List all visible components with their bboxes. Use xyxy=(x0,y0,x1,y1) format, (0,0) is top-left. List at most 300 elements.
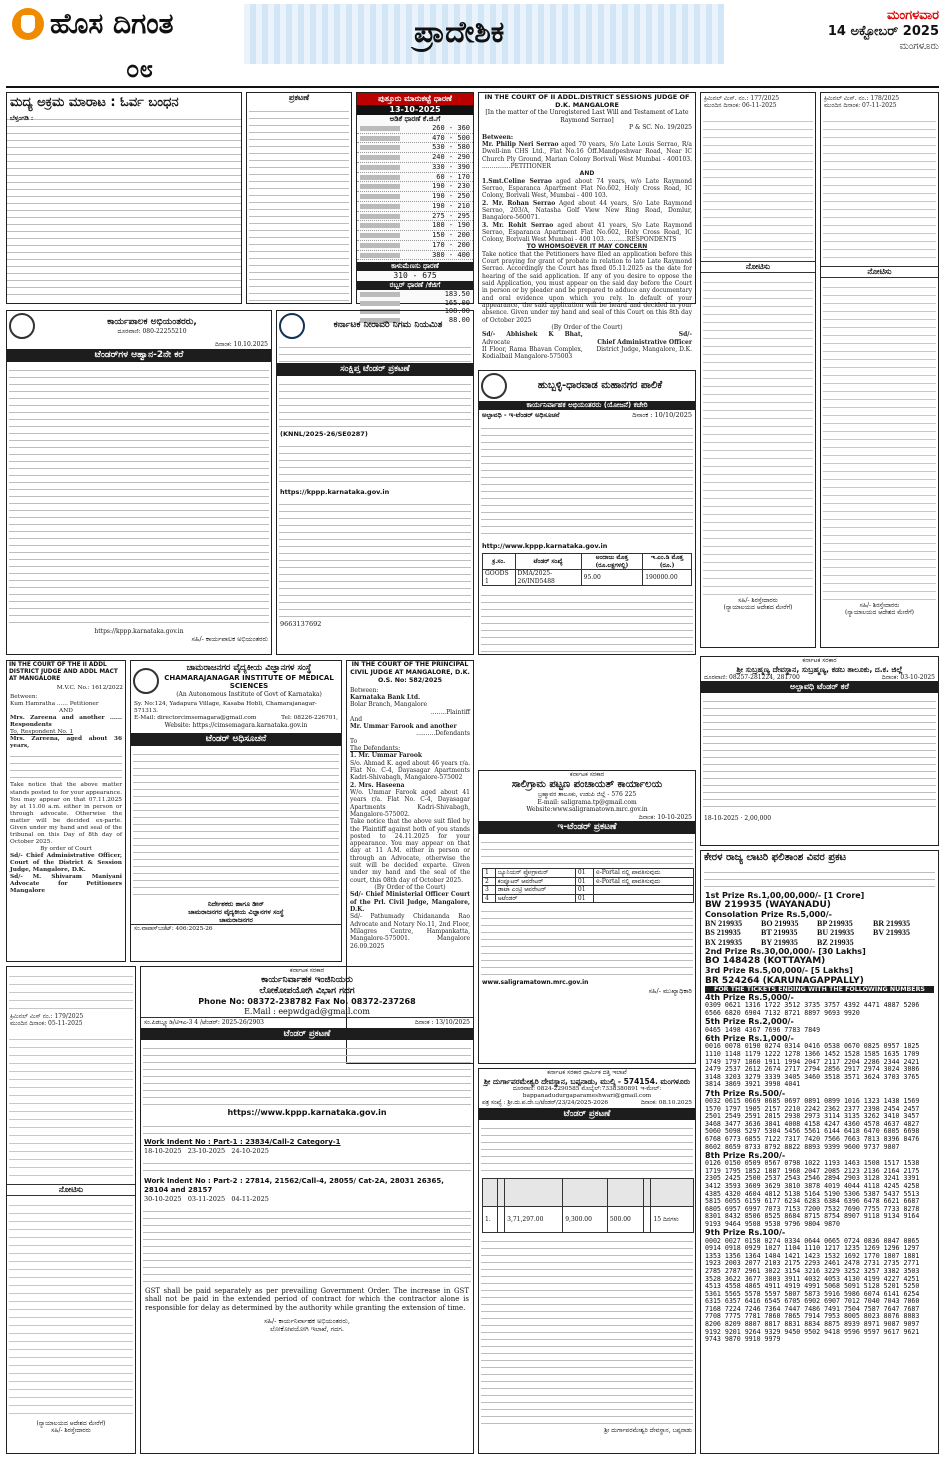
prize-9-numbers: 0002 0027 0158 0274 0334 0644 0665 0724 0836 0847 0865 0914 0918 0929 1027 1104 1110 1217 1235 1269 1296 1297 1353 1356 1364 1404 1421 1423 1532 1692 1770 1807 1881 1923 2003 2077 2103 2175 2293 2461 2478 2731 2735 2771 2785 2787 2961 3022 3154 3216 3229 3252 3257 3382 3503 3528 3622 3677 3803 3911 4032 4053 4130 4199 4227 4251 4513 4558 4865 4911 4919 4991 5068 5091 5128 5201 5250 5361 5565 5578 5597 5807 5873 5916 5986 6074 6141 6254 6315 6357 6416 6545 6705 6902 6907 7012 7040 7043 7060 7168 7224 7246 7364 7447 7486 7491 7504 7587 7647 7687 7708 7775 7781 7860 7865 7914 7953 8005 8023 8076 8083 8206 8209 8807 8817 8831 8834 8875 8939 8971 9087 9097 9192 9201 9264 9329 9450 9502 9418 9596 9597 9617 9621 9743 9870 9910 9979 xyxy=(705,1236,920,1344)
second-prize-number: BO 148428 (KOTTAYAM) xyxy=(705,955,826,966)
cims-address: Sy. No:124, Yadapura Village, Kasaba Hobli, Chamarajanagar-571313. xyxy=(134,700,317,714)
respondents-label: ..........RESPONDENTS xyxy=(607,236,677,244)
prize-9-label: 9th Prize Rs.100/- xyxy=(705,1228,786,1238)
rates-list xyxy=(357,124,473,261)
pwd-work-2-dates xyxy=(141,1195,473,1203)
pwd-url[interactable]: https://www.kppp.karnataka.gov.in xyxy=(227,1108,387,1118)
temple1-subtitle: ಅಲ್ಪಾವಧಿ ಟೆಂಡರ್ ಕರೆ xyxy=(701,681,938,693)
cell-q: 01 xyxy=(575,894,593,903)
rate-row xyxy=(357,182,473,192)
pwd-w1-date-1: 18-10-2025 xyxy=(144,1146,182,1155)
rubber-title: ರಬ್ಬರ್ ಧಾರಣೆ /ಕೆಜಿಗೆ xyxy=(357,281,473,290)
notice-body xyxy=(249,105,349,301)
rate-row xyxy=(357,163,473,173)
bl-case-number: ಕ್ರಿಮಿನಲ್ ಮಿಸ್ ನಂ.: 179/2025 xyxy=(10,1013,84,1020)
market-rates xyxy=(356,92,474,324)
first-prize-label: 1st Prize Rs.1,00,00,000/- [1 Crore] xyxy=(705,890,865,900)
pwd-body-3 xyxy=(143,1157,471,1175)
cims-contacts xyxy=(131,715,341,722)
th-emd: ಇ.ಎಂ.ಡಿ ಮೊತ್ತ (ರೂ.) xyxy=(643,554,692,570)
temple2-body-2 xyxy=(481,1235,693,1425)
t2-sl: 1. xyxy=(483,1207,498,1233)
cell-sl: 1 xyxy=(485,577,489,585)
knnl-contact xyxy=(277,620,473,628)
mact-notice-body: Take notice that the above matter stands posted to for your appearance. You may appear on that 07.11.2025 by at 11.00 a.m. either in person or through advocate. Otherwise the matter will be decided ex-parte. xyxy=(10,782,122,824)
rubber-label xyxy=(360,292,400,297)
temple1-contact-row xyxy=(701,674,938,682)
civil-plaintiff: Karnataka Bank Ltd. xyxy=(350,693,421,701)
rate-value: 60 - 170 xyxy=(436,172,470,181)
temple1-figures: 18-10-2025 · 2,00,000 xyxy=(704,815,772,823)
news-body xyxy=(7,113,241,295)
th-tender-no: ಟೆಂಡರ್ ಸಂಖ್ಯೆ xyxy=(515,554,581,570)
temple2-govt: ಕರ್ನಾಟಕ ಸರಕಾರ ಧಾರ್ಮಿಕ ದತ್ತಿ ಇಲಾಖೆ xyxy=(547,1069,627,1076)
cims-body xyxy=(133,748,339,898)
cims-en-sub: (An Autonomous Institute of Govt of Karnataka) xyxy=(176,691,322,699)
saligrama-sub: ಬ್ರಹ್ಮಾವರ ತಾಲೂಕು, ಉಡುಪಿ ಜಿಲ್ಲೆ - 576 225 xyxy=(537,791,637,798)
rate-label xyxy=(360,233,400,238)
knnl-address xyxy=(279,341,471,363)
saligrama-subtitle: ಇ-ಟೆಂಡರ್ ಪ್ರಕಟಣೆ xyxy=(479,821,695,834)
officer-court: District Judge, Mangalore, D.K. xyxy=(596,345,692,353)
consolation-number: BN 219935 xyxy=(705,919,743,929)
mact-body xyxy=(7,692,125,898)
pwd-footer-2: ಲೋಕೋಪಯೋಗಿ ಇಲಾಖೆ, ಗದಗ. xyxy=(270,1325,344,1333)
consolation-number: BZ 219935 xyxy=(817,937,854,947)
rubber-row xyxy=(357,299,473,308)
td-type xyxy=(483,570,516,586)
rates-subtitle: ಅಡಿಕೆ ಧಾರಣೆ ಕೆ.ಜಿ.ಗೆ xyxy=(389,115,441,123)
pwd-ref: ಸಂ.ಪಿಡಬ್ಲ್ಯೂಡಿ/ಟಿಇಎ-3 4 /ಟೆಂಡರ್: 2025-26/2903 xyxy=(144,1019,264,1026)
tender-subtitle: ಟೆಂಡರ್‌ಗಳ ಆಹ್ವಾನ-2ನೇ ಕರೆ xyxy=(7,349,271,362)
th-c3 xyxy=(505,1179,563,1207)
mact-respondent-1: Mrs. Zareena, aged about 36 years, xyxy=(10,736,122,750)
cims-footer-3: ಚಾಮರಾಜನಗರ xyxy=(219,916,253,925)
civil-the-defendants: The Defendants: xyxy=(350,745,401,753)
pwd-work-1-dates xyxy=(141,1147,473,1155)
rate-value: 190 - 230 xyxy=(432,182,470,191)
temple1-date: ದಿನಾಂಕ: 03-10-2025 xyxy=(881,673,935,681)
tender-notice-cims xyxy=(130,660,342,962)
th-estimate: ಅಂದಾಜು ಮೊತ್ತ (ರೂ.ಲಕ್ಷಗಳಲ್ಲಿ) xyxy=(581,554,643,570)
rubber-row xyxy=(357,290,473,299)
cell-name: ಕಂಪ್ಯೂಟರ್ ಆಪರೇಟರ್ xyxy=(495,877,575,886)
respondent-2: 2. Mr. Rohan Serrao xyxy=(482,199,556,207)
mact-order: By order of Court xyxy=(40,846,92,852)
notice-case-number: ಕ್ರಿಮಿನಲ್ ಮಿಸ್. ನಂ.: 177/2025 xyxy=(704,95,780,102)
consolation-number: BV 219935 xyxy=(873,928,910,938)
th-c1 xyxy=(483,1179,498,1207)
cell-mode xyxy=(594,886,694,895)
bl-case xyxy=(7,1011,135,1030)
prize-6-numbers: 0016 0078 0190 0274 0314 0416 0538 0670 0825 0957 1025 1110 1148 1179 1222 1278 1366 1452 1528 1585 1635 1709 1749 1797 1860 1911 1994 2047 2117 2204 2286 2344 2421 2479 2537 2612 2674 2717 2794 2856 2917 2974 3024 3086 3148 3203 3279 3339 3405 3460 3518 3571 3624 3703 3765 3814 3869 3921 3990 4041 xyxy=(705,1042,920,1089)
pwd-title: ಕಾರ್ಯನಿರ್ವಾಹಕ ಇಂಜಿನಿಯರು xyxy=(261,974,353,985)
temple2-ref-row xyxy=(479,1100,695,1107)
knnl-body-2 xyxy=(279,440,471,486)
mact-between: Between: xyxy=(10,693,38,700)
cims-footer-2: ಚಾಮರಾಜನಗರ ವೈದ್ಯಕೀಯ ವಿಜ್ಞಾನಗಳ ಸಂಸ್ಥೆ xyxy=(188,908,284,917)
table-row xyxy=(483,886,694,895)
pwd-phone: Phone No: 08372-238782 Fax No. 08372-237268 xyxy=(198,997,416,1006)
civil-defendant-2: 2. Mrs. Haseena xyxy=(350,781,405,789)
lottery-title: ಕೇರಳ ರಾಜ್ಯ ಲಾಟರಿ ಫಲಿತಾಂಶ ವಿವರ ಪ್ರಕಟ xyxy=(704,852,847,863)
court-signatures xyxy=(482,331,692,360)
mact-and: AND xyxy=(59,708,73,715)
officer-title: Chief Administrative Officer xyxy=(597,338,692,346)
pepper-title: ಕಾಳುಮೆಣಸು ಧಾರಣೆ xyxy=(357,262,473,271)
bl-body xyxy=(9,1198,133,1418)
rate-label xyxy=(360,243,400,248)
notice-order-2: (ನ್ಯಾಯಾಲಯದ ಆದೇಶದ ಮೇರೆಗೆ) xyxy=(844,609,915,617)
notice-signature: ಸಹಿ/- ಶಿರಸ್ತೇದಾರರು xyxy=(738,596,778,604)
court-notice-right-2 xyxy=(820,92,939,648)
rate-row xyxy=(357,231,473,241)
rubber-label xyxy=(360,301,400,306)
knnl-body-1 xyxy=(279,378,471,428)
given-line: Given under my hand and seal of this Court on this 8th day of October 2025 xyxy=(482,309,692,324)
civil-defendant-1-address: S/o. Ahmad K. aged about 46 years r/a. Flat No. C-4, Dayasagar Apartments Kadri-Shivabagh, Mangalore-575002 xyxy=(350,759,470,782)
rate-label xyxy=(360,175,400,180)
cims-logo-icon xyxy=(133,668,159,694)
th-c5 xyxy=(607,1179,644,1207)
saligrama-govt: ಕರ್ನಾಟಕ ಸರಕಾರ xyxy=(569,771,605,778)
mact-petitioner: Kum Hamratha xyxy=(10,701,56,707)
mact-court: IN THE COURT OF THE II ADDL DISTRICT JUDGE AND ADDL MACT AT MANGALORE xyxy=(9,662,118,683)
temple2-email[interactable]: ಇ-ಮೇಲ್: bappanadudurgaparameshwari@gmail.com xyxy=(522,1085,662,1100)
consolation-numbers xyxy=(705,919,934,947)
t2-estimate: 3,71,297.00 xyxy=(505,1207,563,1233)
notice-label-2: ನೋಟಿಸು xyxy=(821,266,938,278)
temple1-govt: ಕರ್ನಾಟಕ ಸರಕಾರ xyxy=(802,657,837,664)
civil-court: IN THE COURT OF THE PRINCIPAL CIVIL JUDGE AT MANGALORE, D.K. xyxy=(350,661,470,676)
hubli-date: ದಿನಾಂಕ : 10/10/2025 xyxy=(632,410,692,419)
pwd-work-2: Work Indent No : Part-2 : 27814, 21562/Call-4, 28055/ Cat-2A, 28031 26365, 28104 and 28157 xyxy=(144,1177,444,1194)
prize-8-label: 8th Prize Rs.200/- xyxy=(705,1151,786,1161)
rate-value: 275 - 295 xyxy=(432,211,470,220)
newspaper-logo-icon xyxy=(12,8,44,40)
rate-row xyxy=(357,143,473,153)
civil-to: To xyxy=(350,737,358,745)
respondent-3: 3. Mr. Rohit Serrao xyxy=(482,221,554,229)
rates-date: 13-10-2025 xyxy=(357,105,473,115)
mact-given: Given under my hand and seal of the tribunal on this Day of 8th day of October 2025. xyxy=(10,824,122,845)
masthead xyxy=(6,4,236,86)
news-article xyxy=(6,92,242,304)
knnl-url[interactable]: https://kppp.karnataka.gov.in xyxy=(280,487,390,496)
second-prize-label: 2nd Prize Rs.30,00,000/- [30 Lakhs] xyxy=(705,946,866,956)
mact-respondents: Mrs. Zareena and another ...... Respondents xyxy=(10,715,122,729)
saligrama-website[interactable]: Website:www.saligramatown.mrc.gov.in xyxy=(526,806,648,813)
prize-5-numbers: 0465 1498 4367 7696 7783 7849 xyxy=(705,1025,821,1034)
prize-7-numbers: 0032 0615 0669 0685 0697 0891 0899 1016 1323 1438 1569 1570 1797 1905 2157 2210 2242 2362 2377 2398 2454 2457 2501 2549 2591 2815 2938 2973 3114 3135 3262 3410 3457 3468 3477 3636 3841 4008 4158 4247 4360 4578 4637 4827 5060 5098 5297 5304 5456 5561 6144 6418 6470 6805 6698 6768 6773 6855 7122 7317 7420 7566 7663 7813 8396 8476 8602 8659 8733 8792 8822 8893 9399 9600 9737 9807 xyxy=(705,1097,920,1151)
saligrama-table xyxy=(482,868,694,903)
temple1-title: ಶ್ರೀ ಸುಬ್ರಹ್ಮಣ್ಯ ದೇವಸ್ಥಾನ, ಸುಬ್ರಹ್ಮಣ್ಯ, ಕಡಬ ತಾಲೂಕು, ದ.ಕ. ಜಿಲ್ಲೆ xyxy=(736,664,903,674)
rate-label xyxy=(360,165,400,170)
temple2-contacts xyxy=(479,1086,695,1100)
civil-given: Given under my hand and the seal of the court, this 08th day of October 2025. xyxy=(350,862,470,884)
temple2-footer: ಶ್ರೀ ದುರ್ಗಾಪರಮೇಶ್ವರಿ ದೇವಸ್ಥಾನ, ಬಪ್ಪನಾಡು xyxy=(604,1427,692,1435)
civil-order: (By Order of the Court) xyxy=(374,884,446,892)
civil-defendants: Mr. Ummar Farook and another xyxy=(350,723,457,731)
tender-body xyxy=(9,364,269,626)
cims-tel: Tel: 08226-226701, xyxy=(281,715,338,722)
th-sl: ಕ್ರ.ಸಂ. xyxy=(483,554,516,570)
mact-case: M.V.C. No.: 1612/2022 xyxy=(56,684,123,691)
tender-notice-hubli xyxy=(478,370,696,655)
tender-phone: ದೂರವಾಣಿ: 080-22255210 xyxy=(117,327,187,335)
respondent-2-address: Aged about 44 years, S/o Late Raymond Serrao, 203/A, Natasha Golf View New Ring Road, Domlur, Bangalore-560071. xyxy=(482,199,692,222)
mact-petitioner-label: ...... Petitioner xyxy=(56,701,99,707)
rate-label xyxy=(360,145,400,150)
consolation-number: BU 219935 xyxy=(817,928,855,938)
rate-value: 150 - 200 xyxy=(432,231,470,239)
cell-name: ಜ್ಯೂನಿಯರ್ ಪ್ರೋಗ್ರಾಮರ್ xyxy=(495,869,575,878)
temple1-body xyxy=(703,695,936,813)
petitioner-label: ...............PETITIONER xyxy=(482,163,551,170)
rate-value: 330 - 390 xyxy=(432,162,470,171)
rubber-value: 88.00 xyxy=(448,316,470,324)
cims-email[interactable]: E-Mail: directorcimsemagara@gmail.com xyxy=(134,715,257,722)
temple2-table xyxy=(482,1178,694,1233)
respondent-3-address: aged about 41 years, S/o Late Raymond Serrao, Esparanca Apartment Flat No.602, Holy Cross Road, IC Colony, Borivali West Mumbai - 400 103. xyxy=(482,221,692,244)
t2-desc xyxy=(498,1207,505,1233)
cell-mode: e-Portal ನಲ್ಲಿ ಪಾವತಿಸುವುದು xyxy=(594,877,694,886)
civil-defendant-2-address: W/o. Ummar Farook aged about 41 years r/a. Flat No. C-4, Dayasagar Apartments Kadri-Shivabagh, Mangalore-575002. xyxy=(350,788,470,818)
rate-row xyxy=(357,124,473,134)
announcement-notice xyxy=(246,92,352,304)
saligrama-table-body xyxy=(483,869,694,903)
cell-n: 1 xyxy=(483,869,496,878)
notice-label: ನೋಟಿಸು xyxy=(701,261,815,273)
lottery-results xyxy=(700,850,939,1454)
bl-parties xyxy=(9,1032,133,1182)
respondent-1: 1.Smt.Celine Serrao xyxy=(482,177,552,185)
consolation-number: BT 219935 xyxy=(761,928,798,938)
page-number: ೦೮ xyxy=(126,55,153,83)
mact-to: To, Respondent No. 1 xyxy=(10,729,74,736)
t2-fee: 500.00 xyxy=(607,1207,644,1233)
pwd-w2-date-1: 30-10-2025 xyxy=(144,1194,182,1203)
court-notice-mact xyxy=(6,660,126,962)
knnl-header xyxy=(277,311,473,341)
notice-parties-2 xyxy=(823,114,936,264)
rate-row xyxy=(357,134,473,144)
page-header xyxy=(6,4,939,86)
saligrama-body xyxy=(481,905,693,977)
consolation-number: BP 219935 xyxy=(817,919,853,929)
temple2-date: ದಿನಾಂಕ: 08.10.2025 xyxy=(640,1100,692,1107)
hubli-table-head xyxy=(483,554,692,570)
consolation-number: BR 219935 xyxy=(873,919,911,929)
cims-website[interactable]: Website: https://cimsemagara.karnataka.gov.in xyxy=(164,722,308,730)
temple1-last-date: 18-10-2025 xyxy=(704,815,739,823)
govt-emblem-icon xyxy=(9,313,35,339)
saligrama-intro xyxy=(481,836,693,866)
rate-label xyxy=(360,223,400,228)
tender-notice-saligrama xyxy=(478,770,696,1064)
consolation-number: BY 219935 xyxy=(761,937,798,947)
petitioner-address: aged 70 years, S/o Late Louis Serrao, R/a Dwell-inn CHS Ltd., Flat No.16 Off.Mandpeshwar Road, Near IC Church Ply Ground, Marian Colony Borivali West Mumbai - 400103. xyxy=(482,141,692,163)
hubli-body-2 xyxy=(481,589,693,657)
rate-row xyxy=(357,192,473,202)
rate-value: 470 - 500 xyxy=(432,133,470,142)
third-prize-label: 3rd Prize Rs.5,00,000/- [5 Lakhs] xyxy=(705,966,853,976)
pwd-body-2 xyxy=(143,1120,471,1136)
notice-text-2 xyxy=(823,280,936,600)
knnl-title: ಕರ್ನಾಟಕ ನೀರಾವರಿ ನಿಗಮ ನಿಯಮಿತ xyxy=(333,320,443,331)
notice-text xyxy=(703,275,813,595)
notice-next-date-2: ಮುಂದಿನ ದಿನಾಂಕ: 07-11-2025 xyxy=(824,102,897,110)
bl-sign: ಸಹಿ/- ಶಿರಸ್ತೇದಾರರು xyxy=(51,1427,91,1435)
and-label: AND xyxy=(579,170,595,178)
consolation-number: BX 219935 xyxy=(705,937,743,947)
pwd-work-1: Work Indent No : Part-1 : 23834/Call-2 Category-1 xyxy=(144,1138,341,1147)
date-box xyxy=(726,4,939,64)
notice-signature-2: ಸಹಿ/- ಶಿರಸ್ತೇದಾರರು xyxy=(859,601,900,609)
pwd-sub: ಲೋಕೋಪಯೋಗಿ ವಿಭಾಗ ಗದಗ xyxy=(259,985,355,996)
saligrama-url[interactable]: www.saligramatown.mrc.gov.in xyxy=(482,979,589,987)
lottery-intro xyxy=(704,866,935,890)
cims-header xyxy=(131,661,341,701)
pepper-rate: 310 - 675 xyxy=(393,271,437,280)
notice-case-number-2: ಕ್ರಿಮಿನಲ್ ಮಿಸ್. ನಂ.: 178/2025 xyxy=(824,95,900,102)
notice-case-info-2 xyxy=(821,93,938,112)
rate-value: 530 - 580 xyxy=(432,143,470,152)
cell-q: 01 xyxy=(575,877,593,886)
knnl-logo-icon xyxy=(279,313,305,339)
knnl-body-3 xyxy=(279,498,471,618)
rate-row xyxy=(357,202,473,212)
court-matter: [In the matter of the Unregistered Last Will and Testament of Late Raymond Serrao] xyxy=(485,109,689,124)
concern-heading: TO WHOMSOEVER IT MAY CONCERN xyxy=(526,243,648,251)
rate-row xyxy=(357,173,473,183)
rubber-value: 183.50 xyxy=(444,289,470,298)
t2-emd: 9,300.00 xyxy=(563,1207,608,1233)
hubli-emblem-icon xyxy=(481,373,507,399)
cell-mode: e-Portal ನಲ್ಲಿ ಪಾವತಿಸುವುದು xyxy=(594,869,694,878)
pwd-govt: ಕರ್ನಾಟಕ ಸರಕಾರ xyxy=(289,967,325,974)
consolation-number: BO 219935 xyxy=(761,919,799,929)
bl-court xyxy=(9,969,133,1009)
hubli-title: ಹುಬ್ಬಳ್ಳಿ-ಧಾರವಾಡ ಮಹಾನಗರ ಪಾಲಿಕೆ xyxy=(537,379,663,391)
temple2-ref: ಪತ್ರ ಸಂಖ್ಯೆ : ಶ್ರೀ.ದು.ಪ.ದೇ.ಬ/ಟೆಂಡರ್/23/24/2025-2026 xyxy=(482,1100,609,1107)
issue-day: ಮಂಗಳವಾರ xyxy=(886,8,939,23)
prize-7-label: 7th Prize Rs.500/- xyxy=(705,1088,786,1098)
court-notice-probate xyxy=(478,92,696,361)
pwd-w2-date-3: 04-11-2025 xyxy=(231,1194,269,1203)
rate-value: 260 - 360 xyxy=(432,123,470,132)
cims-subtitle: ಟೆಂಡರ್ ಅಧಿಸೂಚನೆ xyxy=(131,733,341,746)
cell-estimate: 95.00 xyxy=(581,570,643,586)
rate-value: 170 - 200 xyxy=(432,240,470,249)
civil-body xyxy=(347,685,473,952)
edition-city: ಮಂಗಳೂರು xyxy=(899,40,939,52)
tender-portal-url[interactable]: https://kppp.karnataka.gov.in xyxy=(94,627,184,635)
rate-value: 240 - 290 xyxy=(432,153,470,161)
cell-n: 2 xyxy=(483,877,496,886)
advocate-title: Advocate xyxy=(482,338,511,346)
following-label: FOR THE TICKETS ENDING WITH THE FOLLOWING NUMBERS xyxy=(705,986,934,993)
pwd-date: ದಿನಾಂಕ : 13/10/2025 xyxy=(414,1019,470,1026)
temple2-subtitle: ಟೆಂಡರ್ ಪ್ರಕಟಣೆ xyxy=(479,1108,695,1121)
court-parties xyxy=(479,132,695,363)
rate-value: 190 - 250 xyxy=(432,192,470,200)
rate-value: 190 - 210 xyxy=(432,201,470,210)
news-dateline: ಬೆಳ್ತಂಗಡಿ : xyxy=(10,115,34,123)
tender-footer: ಸಹಿ/- ಕಾರ್ಯಪಾಲಕ ಅಭಿಯಂತರರು xyxy=(191,635,268,644)
rate-label xyxy=(360,194,400,199)
pwd-footer: ಸಹಿ/- ಕಾರ್ಯನಿರ್ವಾಹಕ ಅಭಿಯಂತರರು, xyxy=(264,1316,350,1325)
section-title: ಪ್ರಾದೇಶಿಕ xyxy=(414,15,505,50)
saligrama-email[interactable]: E-mail: saligrama.tp@gmail.com xyxy=(537,798,637,806)
temple2-table-row xyxy=(483,1207,694,1233)
officer-signature: Sd/- xyxy=(678,331,692,339)
pwd-subtitle: ಟೆಂಡರ್ ಪ್ರಕಟಣೆ xyxy=(141,1028,473,1041)
temple2-table-head xyxy=(483,1179,694,1207)
th-c7 xyxy=(651,1179,694,1207)
header-rule xyxy=(6,86,939,88)
first-prize-number: BW 219935 (WAYANADU) xyxy=(705,899,831,910)
cell-n: 3 xyxy=(483,886,496,895)
rate-value: 180 - 190 xyxy=(432,221,470,230)
cims-en-title: CHAMARAJANAGAR INSTITUTE OF MEDICAL SCIENCES xyxy=(164,673,334,691)
hubli-subtitle: ಕಾರ್ಯನಿರ್ವಾಹಕ ಅಭಿಯಂತರರು (ಯೋಜನೆ) ಕಚೇರಿ xyxy=(479,401,695,410)
bl-next-date: ಮುಂದಿನ ದಿನಾಂಕ: 05-11-2025 xyxy=(10,1020,83,1028)
pwd-email[interactable]: E.Mail : eepwdgad@gmail.com xyxy=(244,1007,370,1016)
knnl-subtitle: ಸಂಕ್ಷಿಪ್ತ ಟೆಂಡರ್ ಪ್ರಕಟಣೆ xyxy=(277,363,473,376)
temple1-phone: ದೂರವಾಣಿ: 08257-281224, 281700 xyxy=(704,673,800,681)
civil-defendants-label: ..........Defendants xyxy=(416,730,470,738)
rate-row xyxy=(357,241,473,251)
pwd-body-1 xyxy=(143,1042,471,1106)
t2-class xyxy=(644,1207,651,1233)
temple2-body-1 xyxy=(481,1122,693,1176)
cell-emd: 190000.00 xyxy=(643,570,692,586)
rate-label xyxy=(360,155,400,160)
cell-q: 01 xyxy=(575,886,593,895)
t2-period: 15 ದಿನಗಳು xyxy=(651,1207,694,1233)
th-c6 xyxy=(644,1179,651,1207)
temple2-phone: ದೂರವಾಣಿ: 0824-2290585 ಮೊಬೈಲ್:7338380891 xyxy=(512,1085,639,1092)
mact-address xyxy=(10,750,122,782)
prize-4-numbers: 0309 0621 1316 1722 3512 3735 3757 4392 4471 4887 5206 6566 6820 6904 7132 8721 8897 9693 9920 xyxy=(705,1001,920,1017)
tender-notice-subrahmanya xyxy=(700,656,939,846)
advocate-signature: Sd/- Abhishek K Bhat, xyxy=(482,331,583,339)
court-name: IN THE COURT OF II ADDL.DISTRICT SESSIONS JUDGE OF D.K. MANGALORE xyxy=(484,93,690,110)
between-label: Between: xyxy=(482,133,514,141)
respondent-1-address: aged about 74 years, w/o Late Raymond Serrao, Esparanca Apartment Flat No.602, Holy Cross Road, IC Colony, Borivali West, Mumbai - 400 103. xyxy=(482,177,692,200)
cell-type: GOODS xyxy=(485,570,509,577)
lottery-prizes xyxy=(701,890,938,1345)
hubli-table xyxy=(482,553,692,586)
tender-notice-executive-engineer xyxy=(6,310,272,655)
mact-sign-2: Sd/- M. Shivaram Maniyani Advocate for Petitioners Mangalore xyxy=(10,874,122,895)
cell-name: ಅಟೆಂಡರ್ xyxy=(495,894,575,903)
th-c2 xyxy=(498,1179,505,1207)
civil-sign: Sd/- Chief Ministerial Officer Court of the Prl. Civil Judge, Mangalore, D.K. xyxy=(350,891,470,913)
newspaper-name: ಹೊಸ ದಿಗಂತ xyxy=(50,7,174,40)
table-row xyxy=(483,894,694,903)
saligrama-title: ಸಾಲಿಗ್ರಾಮ ಪಟ್ಟಣ ಪಂಚಾಯತ್ ಕಾರ್ಯಾಲಯ xyxy=(511,778,663,790)
rate-row xyxy=(357,212,473,222)
tender-office-title: ಕಾರ್ಯಪಾಲಕ ಅಭಿಯಂತರರು, xyxy=(107,316,197,327)
advocate-address: II Floor, Rama Bhavan Complex, Kodialbail Mangalore-575003 xyxy=(482,345,583,361)
knnl-phone: 9663137692 xyxy=(280,619,322,628)
table-row xyxy=(483,877,694,886)
bl-order: (ನ್ಯಾಯಾಲಯದ ಆದೇಶದ ಮೇರೆಗೆ) xyxy=(36,1419,106,1427)
hubli-url[interactable]: http://www.kppp.karnataka.gov.in xyxy=(482,541,608,550)
cell-n: 4 xyxy=(483,894,496,903)
